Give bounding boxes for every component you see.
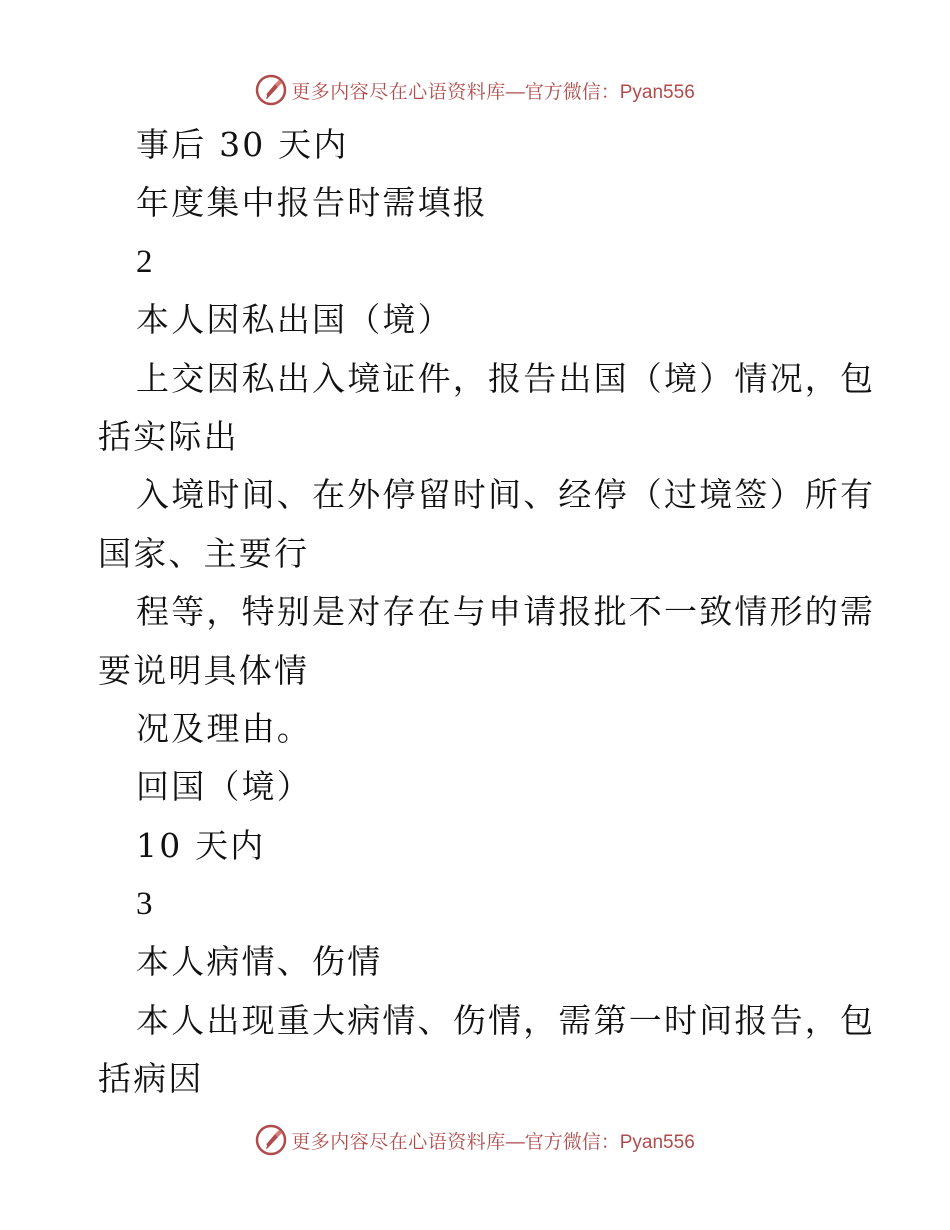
- text-line: 年度集中报告时需填报: [136, 183, 488, 223]
- text-line: 况及理由。: [136, 708, 312, 748]
- text-line: 括实际出: [98, 416, 239, 456]
- pen-logo-icon: [255, 74, 287, 106]
- header-watermark-banner: [0, 70, 950, 110]
- text-line: 国家、主要行: [98, 533, 310, 573]
- document-body: [98, 116, 876, 1109]
- text-line: 回国（境）: [136, 767, 312, 807]
- text-line: 入境时间、在外停留时间、经停（过境签）所有: [136, 475, 876, 515]
- header-watermark-text: 更多内容尽在心语资料库: [291, 80, 506, 103]
- text-line: 要说明具体情: [98, 650, 310, 690]
- text-line: 2: [136, 243, 155, 280]
- text-line: 括病因: [98, 1059, 204, 1099]
- text-line: 上交因私出入境证件，报告出国（境）情况，包: [136, 358, 876, 398]
- text-line: 3: [136, 886, 155, 923]
- header-watermark-wechat: —官方微信：Pyan556: [505, 81, 695, 103]
- footer-watermark-wechat: —官方微信：Pyan556: [505, 1131, 695, 1153]
- text-line: 本人病情、伤情: [136, 942, 383, 982]
- text-line: 程等，特别是对存在与申请报批不一致情形的需: [136, 592, 876, 632]
- text-line: 本人出现重大病情、伤情，需第一时间报告，包: [136, 1000, 876, 1040]
- text-line: 事后 30 天内: [136, 125, 349, 164]
- footer-watermark-text: 更多内容尽在心语资料库: [291, 1130, 506, 1153]
- footer-watermark-banner: [0, 1120, 950, 1160]
- pen-logo-icon: [255, 1124, 287, 1156]
- text-line: 10 天内: [136, 825, 266, 865]
- text-line: 本人因私出国（境）: [136, 300, 453, 340]
